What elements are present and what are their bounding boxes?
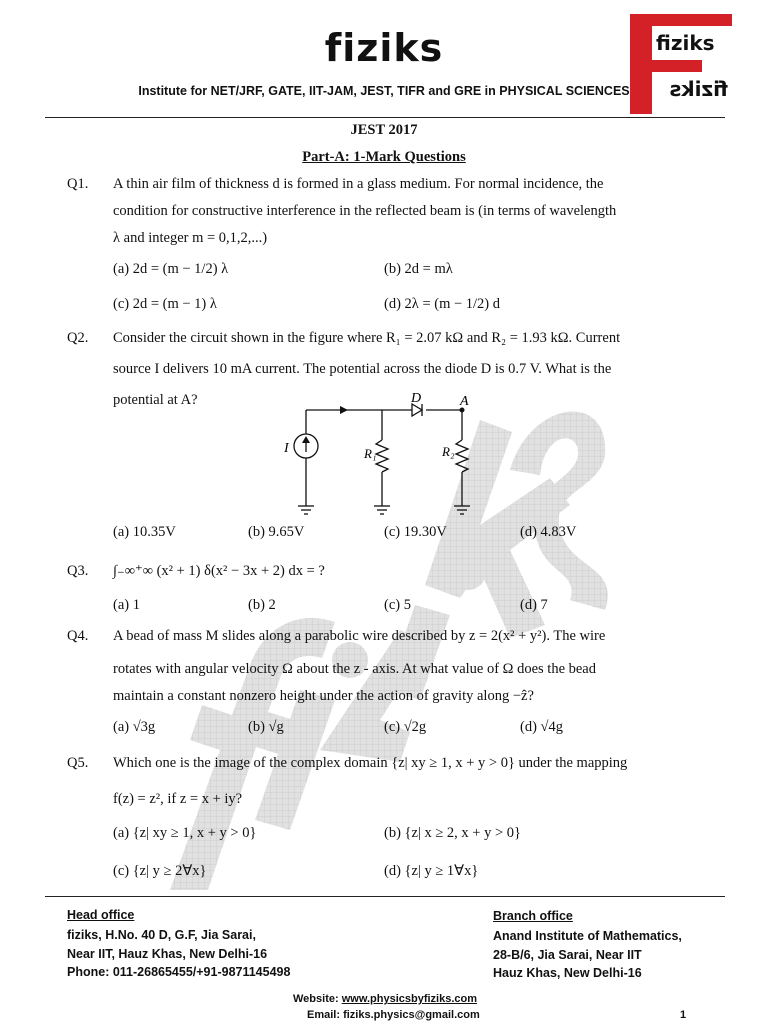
branch-office-line: Hauz Khas, New Delhi-16	[493, 966, 642, 980]
question-text: λ and integer m = 0,1,2,...)	[113, 230, 268, 246]
header-divider	[45, 117, 725, 118]
source-label: I	[284, 441, 289, 456]
question-number: Q5.	[67, 755, 89, 771]
question-text: source I delivers 10 mA current. The potential across the diode D is 0.7 V. What is the	[113, 361, 612, 377]
fiziks-logo	[630, 14, 732, 114]
brand-title: fiziks	[324, 26, 444, 70]
source-arrow	[302, 436, 310, 443]
page-number: 1	[680, 1009, 687, 1021]
option-b: (b) 2	[248, 597, 276, 613]
branch-office-line: 28-B/6, Jia Sarai, Near IIT	[493, 948, 642, 962]
logo-text-mirrored: fiziks	[669, 77, 728, 101]
head-office-title: Head office	[67, 908, 135, 922]
question-text: rotates with angular velocity Ω about the z - axis. At what value of Ω does the bead	[113, 661, 596, 677]
question-text: potential at A?	[113, 392, 198, 408]
r2-label: R₂	[442, 444, 455, 459]
resistor-r2-symbol	[456, 440, 468, 472]
question-text: ∫₋∞⁺∞ (x² + 1) δ(x² − 3x + 2) dx = ?	[113, 563, 325, 579]
question-text: condition for constructive interference in the reflected beam is (in terms of wavelength	[113, 203, 617, 219]
part-title: Part-A: 1-Mark Questions	[302, 149, 466, 165]
head-office-line: Near IIT, Hauz Khas, New Delhi-16	[67, 947, 268, 961]
option-b: (b) 9.65V	[248, 524, 305, 540]
branch-office-title: Branch office	[493, 909, 573, 923]
logo-text-top: fiziks	[656, 31, 715, 55]
question-text: A thin air film of thickness d is formed in a glass medium. For normal incidence, the	[113, 176, 604, 192]
node-a-label: A	[460, 394, 469, 409]
option-b: (b) {z| x ≥ 2, x + y > 0}	[384, 825, 521, 841]
head-office-phone: Phone: 011-26865455/+91-9871145498	[67, 965, 291, 979]
option-c: (c) 19.30V	[384, 524, 447, 540]
diode-label: D	[411, 391, 422, 406]
question-text: A bead of mass M slides along a parabolic wire described by z = 2(x² + y²). The wire	[113, 628, 606, 644]
website-row	[293, 993, 477, 1005]
option-d: (d) √4g	[520, 719, 563, 735]
website-label: Website:	[293, 993, 339, 1005]
option-d: (d) 2λ = (m − 1/2) d	[384, 296, 501, 312]
question-text: Which one is the image of the complex domain {z| xy ≥ 1, x + y > 0} under the mapping	[113, 755, 628, 771]
option-c: (c) {z| y ≥ 2∀x}	[113, 863, 207, 879]
option-b: (b) 2d = mλ	[384, 261, 453, 277]
institute-tagline: Institute for NET/JRF, GATE, IIT-JAM, JEST, TIFR and GRE in PHYSICAL SCIENCES	[138, 84, 630, 98]
option-a: (a) 2d = (m − 1/2) λ	[113, 261, 229, 277]
email-label: Email:	[307, 1009, 341, 1021]
option-a: (a) √3g	[113, 719, 156, 735]
option-a: (a) {z| xy ≥ 1, x + y > 0}	[113, 825, 257, 841]
option-a: (a) 1	[113, 597, 140, 613]
current-arrow	[340, 406, 348, 414]
question-text: Consider the circuit shown in the figure where R₁ = 2.07 kΩ and R₂ = 1.93 kΩ. Current	[113, 330, 621, 346]
question-number: Q3.	[67, 563, 89, 579]
question-number: Q1.	[67, 176, 89, 192]
option-c: (c) 5	[384, 597, 411, 613]
resistor-r1-symbol	[376, 440, 388, 472]
branch-office-line: Anand Institute of Mathematics,	[493, 929, 682, 943]
option-d: (d) 4.83V	[520, 524, 577, 540]
option-d: (d) {z| y ≥ 1∀x}	[384, 863, 479, 879]
option-a: (a) 10.35V	[113, 524, 176, 540]
option-c: (c) 2d = (m − 1) λ	[113, 296, 217, 312]
option-c: (c) √2g	[384, 719, 427, 735]
question-number: Q4.	[67, 628, 89, 644]
option-d: (d) 7	[520, 597, 548, 613]
website-link[interactable]: www.physicsbyfiziks.com	[341, 993, 478, 1005]
exam-title: JEST 2017	[350, 122, 418, 138]
footer-divider	[45, 896, 725, 897]
question-text: f(z) = z², if z = x + iy?	[113, 791, 243, 807]
question-text: maintain a constant nonzero height under the action of gravity along −ẑ?	[113, 688, 534, 704]
question-number: Q2.	[67, 330, 89, 346]
head-office-line: fiziks, H.No. 40 D, G.F, Jia Sarai,	[67, 928, 256, 942]
email-link[interactable]: fiziks.physics@gmail.com	[343, 1009, 480, 1021]
option-b: (b) √g	[248, 719, 284, 735]
email-row	[307, 1009, 480, 1021]
r1-label: R₁	[364, 446, 377, 461]
circuit-diagram	[270, 388, 500, 520]
